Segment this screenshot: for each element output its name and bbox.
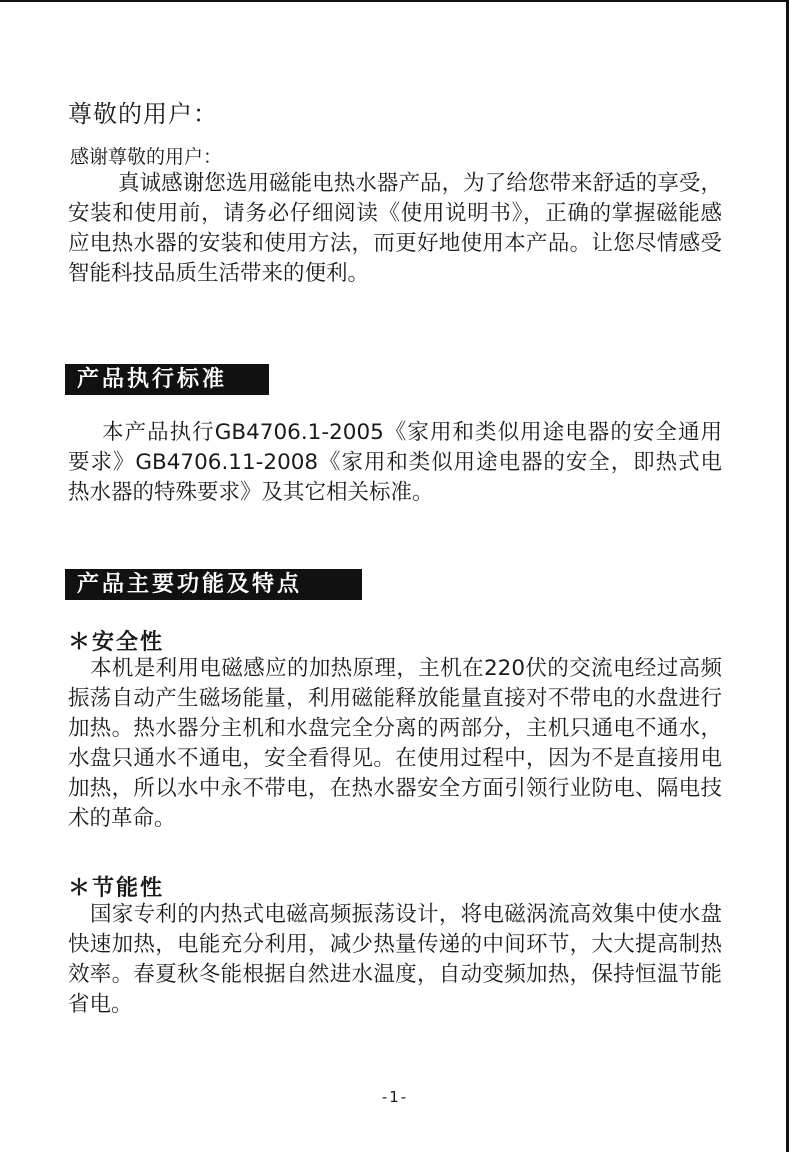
feature-paragraph-safety: 本机是利用电磁感应的加热原理，主机在220伏的交流电经过高频振荡自动产生磁场能量，利用磁能释放能量直接对不带电的水盘进行加热。热水器分主机和水盘完全分离的两部分，主机只通电不通水，水盘只通水不通电，安全看得见。在使用过程中，因为不是直接用电加热，所以水中永不带电，在热水器安全方面引领行业防电、隔电技术的革命。 <box>68 656 722 831</box>
section-title-standards: 产品执行标准 <box>65 364 269 395</box>
thanks-line: 感谢尊敬的用户： <box>70 146 223 168</box>
standards-paragraph: 本产品执行GB4706.1-2005《家用和类似用途电器的安全通用要求》GB4706.11-2008《家用和类似用途电器的安全，即热式电热水器的特殊要求》及其它相关标准。 <box>68 420 722 505</box>
page-number: -1- <box>381 1088 409 1106</box>
greeting-heading: 尊敬的用户： <box>68 100 218 128</box>
feature-paragraph-energy: 国家专利的内热式电磁高频振荡设计，将电磁涡流高效集中使水盘快速加热，电能充分利用，减少热量传递的中间环节，大大提高制热效率。春夏秋冬能根据自然进水温度，自动变频加热，保持恒温节能省电。 <box>68 902 722 1017</box>
feature-heading-energy: ＊节能性 <box>68 876 165 901</box>
intro-paragraph: 真诚感谢您选用磁能电热水器产品，为了给您带来舒适的享受，安装和使用前，请务必仔细阅读《使用说明书》，正确的掌握磁能感应电热水器的安装和使用方法，而更好地使用本产品。让您尽情感受智能科技品质生活带来的便利。 <box>68 171 722 286</box>
section-title-features: 产品主要功能及特点 <box>65 569 362 600</box>
feature-heading-safety: ＊安全性 <box>68 630 165 655</box>
